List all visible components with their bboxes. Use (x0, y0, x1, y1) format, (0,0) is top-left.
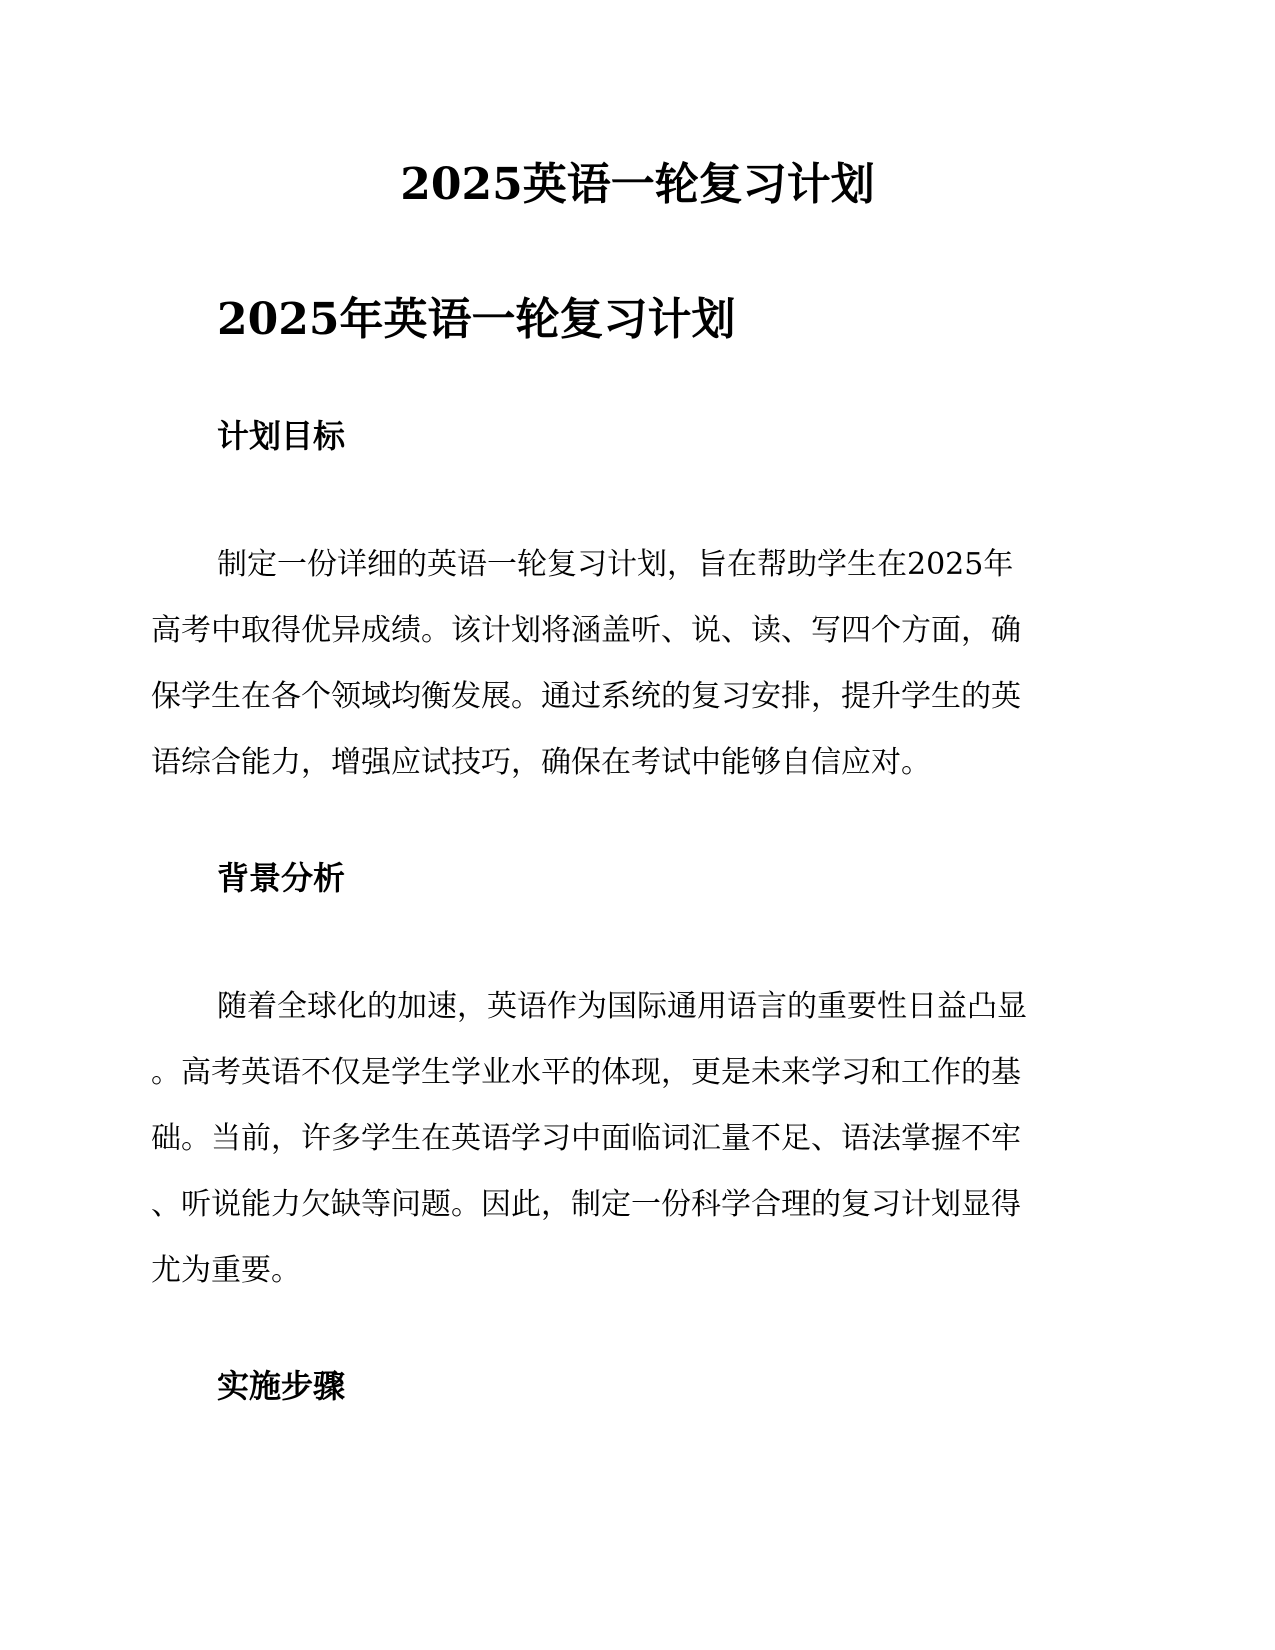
document-title: 2025英语一轮复习计划 (400, 159, 875, 210)
section-heading-goals: 计划目标 (217, 417, 346, 455)
paragraph-line: 保学生在各个领域均衡发展。通过系统的复习安排，提升学生的英 (151, 679, 1021, 714)
section-heading-background: 背景分析 (217, 859, 346, 897)
paragraph-line: 。高考英语不仅是学生学业水平的体现，更是未来学习和工作的基 (151, 1055, 1021, 1090)
paragraph-line: 制定一份详细的英语一轮复习计划，旨在帮助学生在2025年 (217, 547, 1014, 582)
section-heading-steps: 实施步骤 (217, 1367, 346, 1405)
section-paragraph-background (151, 974, 1117, 1304)
section-paragraph-goals (151, 532, 1117, 796)
paragraph-line: 、听说能力欠缺等问题。因此，制定一份科学合理的复习计划显得 (151, 1187, 1021, 1222)
document-subtitle: 2025年英语一轮复习计划 (217, 294, 736, 345)
paragraph-line: 础。当前，许多学生在英语学习中面临词汇量不足、语法掌握不牢 (151, 1121, 1021, 1156)
paragraph-line: 高考中取得优异成绩。该计划将涵盖听、说、读、写四个方面，确 (151, 613, 1021, 648)
paragraph-line: 随着全球化的加速，英语作为国际通用语言的重要性日益凸显 (217, 989, 1027, 1024)
paragraph-line: 尤为重要。 (151, 1253, 301, 1288)
paragraph-line: 语综合能力，增强应试技巧，确保在考试中能够自信应对。 (151, 745, 931, 780)
